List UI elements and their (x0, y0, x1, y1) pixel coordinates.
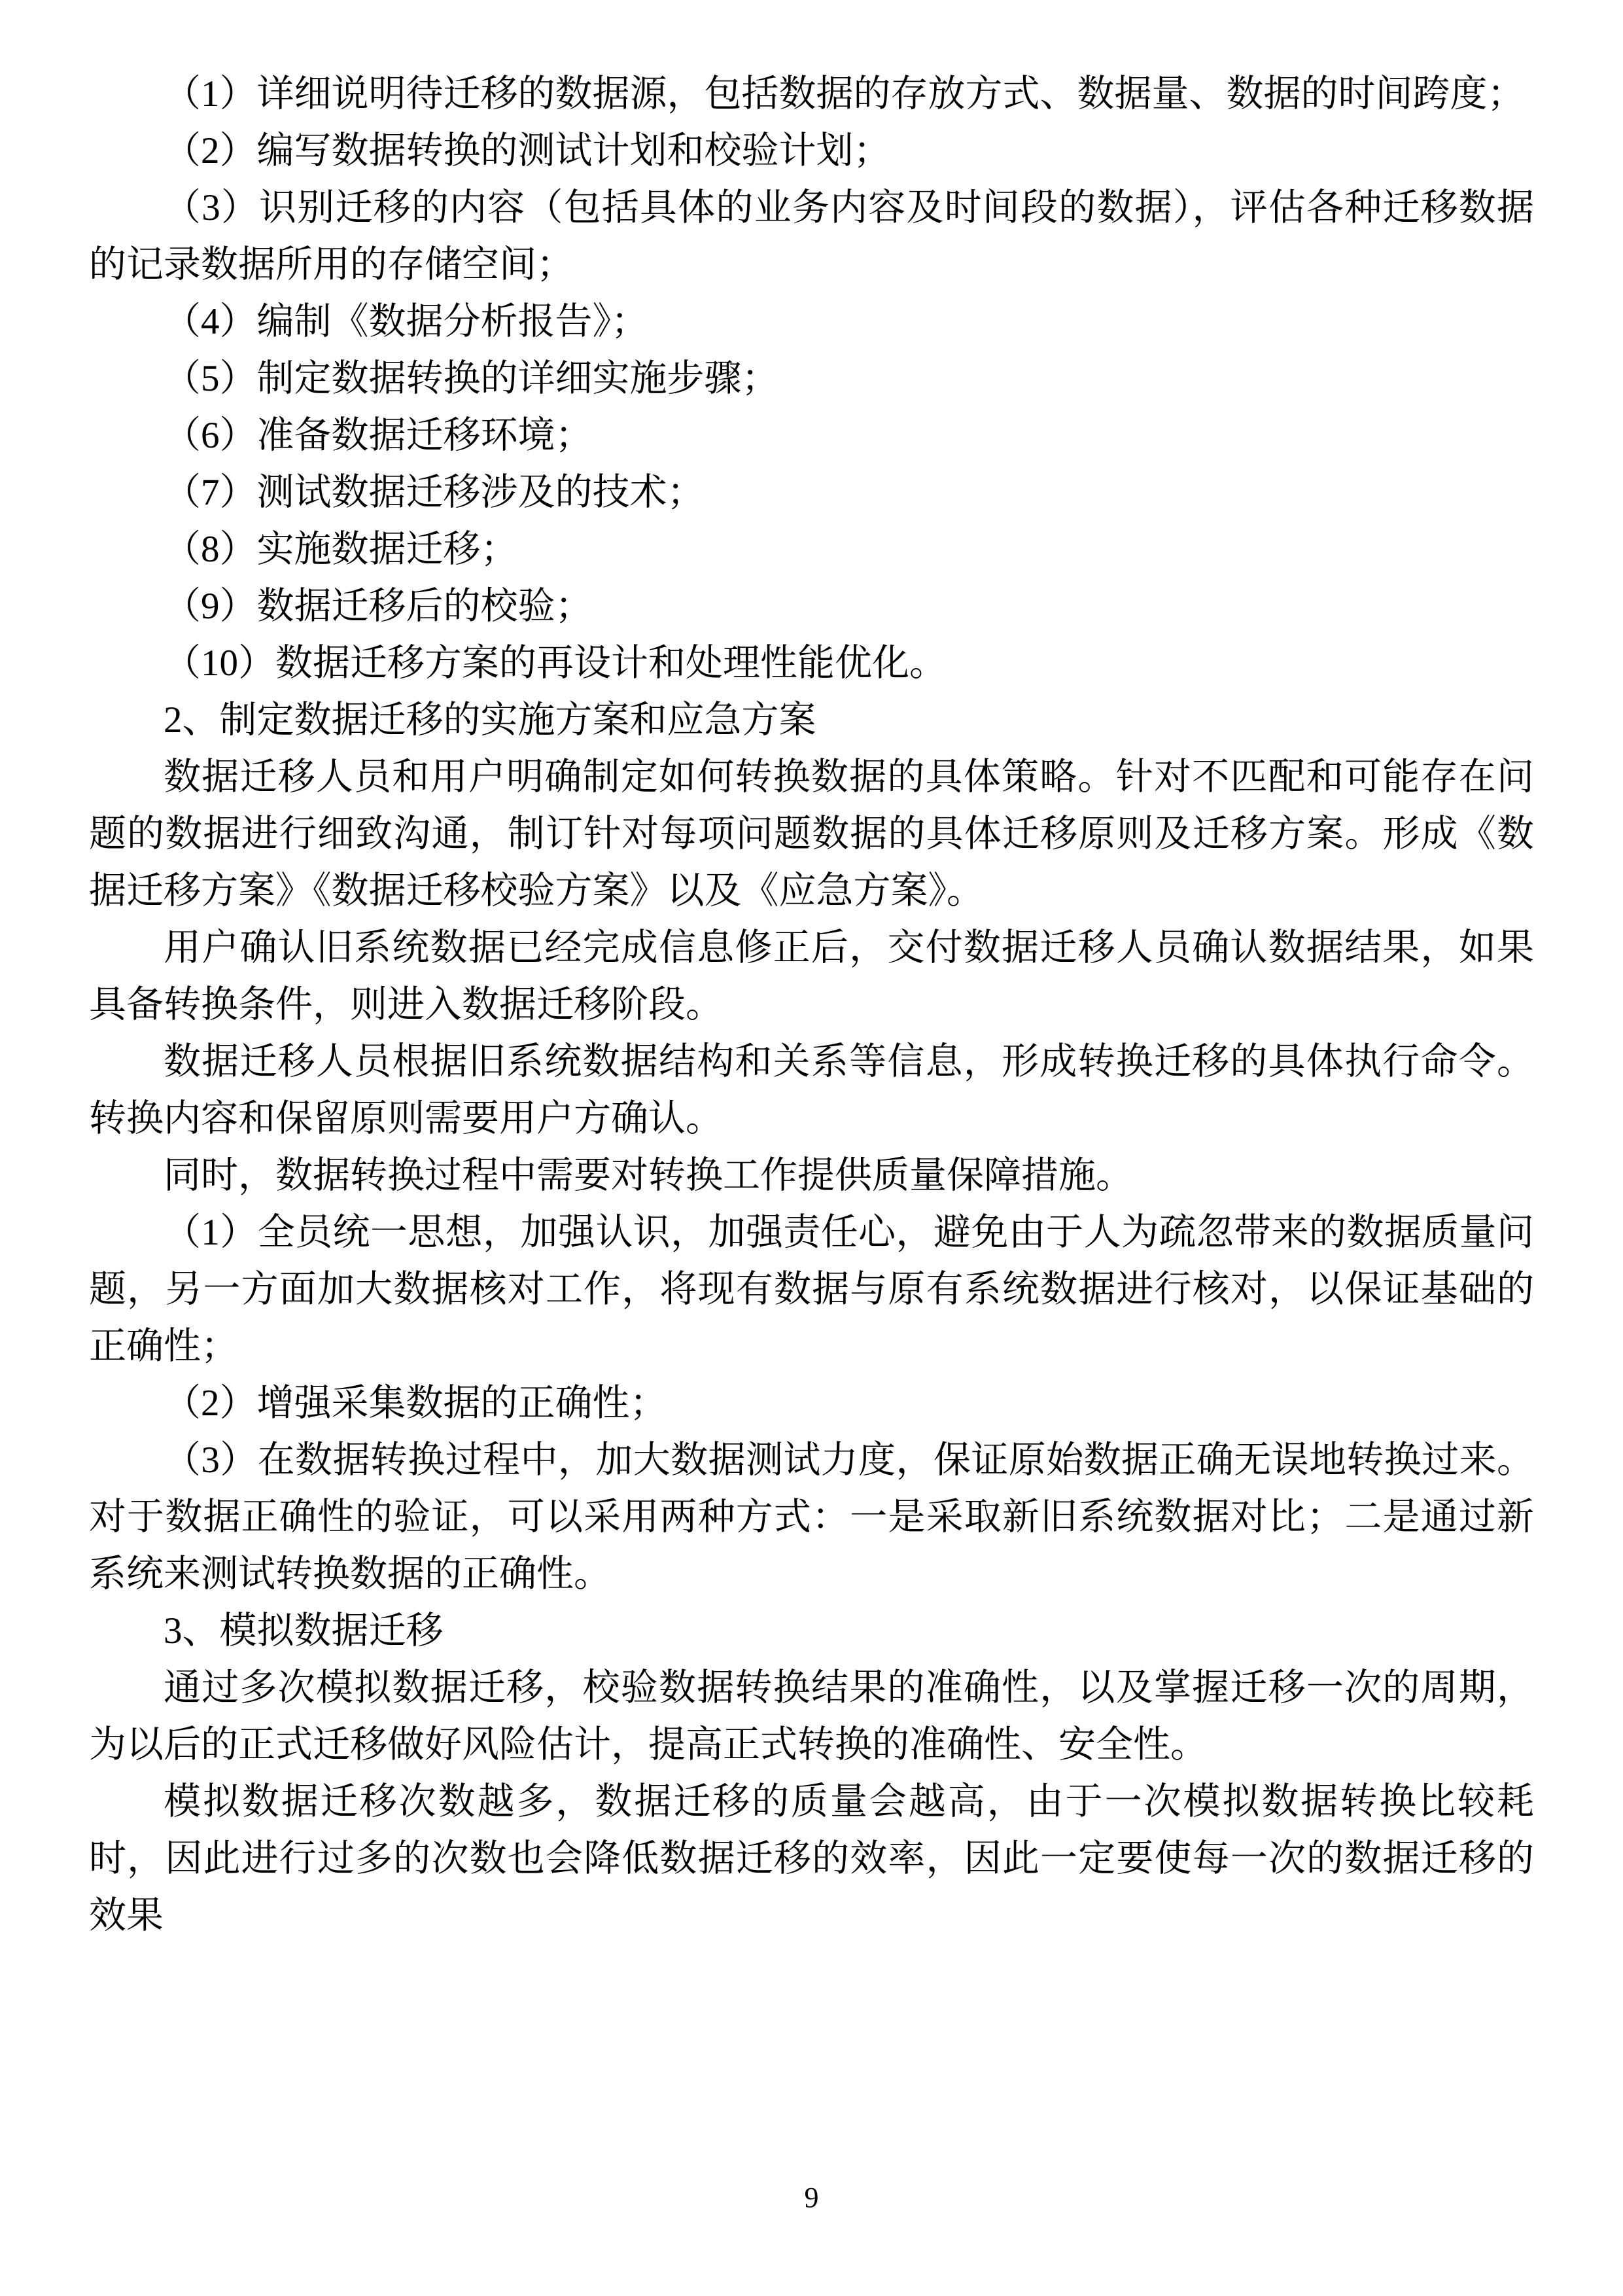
paragraph: 2、制定数据迁移的实施方案和应急方案 (164, 699, 816, 741)
page-footer (0, 2183, 1623, 2212)
paragraph: （9）数据迁移后的校验； (164, 586, 593, 627)
paragraph: 用户确认旧系统数据已经完成信息修正后，交付数据迁移人员确认数据结果，如果具备转换条件，则进入数据迁移阶段。 (89, 927, 1534, 1025)
paragraph: （2）增强采集数据的正确性； (164, 1383, 667, 1424)
paragraph: （1）详细说明待迁移的数据源，包括数据的存放方式、数据量、数据的时间跨度； (164, 73, 1525, 115)
paragraph: （4）编制《数据分析报告》； (164, 301, 648, 342)
page-number: 9 (804, 2181, 819, 2214)
paragraph: 3、模拟数据迁移 (164, 1610, 444, 1651)
paragraph: （6）准备数据迁移环境； (164, 415, 593, 456)
paragraph: （10）数据迁移方案的再设计和处理性能优化。 (164, 643, 947, 684)
paragraph: （7）测试数据迁移涉及的技术； (164, 472, 705, 513)
paragraph: （1）全员统一思想，加强认识，加强责任心，避免由于人为疏忽带来的数据质量问题，另一方面加大数据核对工作，将现有数据与原有系统数据进行核对，以保证基础的正确性； (89, 1212, 1534, 1367)
paragraph: （8）实施数据迁移； (164, 529, 518, 570)
paragraph: 模拟数据迁移次数越多，数据迁移的质量会越高，由于一次模拟数据转换比较耗时，因此进行过多的次数也会降低数据迁移的效率，因此一定要使每一次的数据迁移的效果 (89, 1781, 1534, 1936)
paragraph: （3）在数据转换过程中，加大数据测试力度，保证原始数据正确无误地转换过来。对于数据正确性的验证，可以采用两种方式：一是采取新旧系统数据对比；二是通过新系统来测试转换数据的正确性。 (89, 1439, 1534, 1595)
paragraph: （3）识别迁移的内容（包括具体的业务内容及时间段的数据），评估各种迁移数据的记录数据所用的存储空间； (89, 187, 1534, 285)
paragraph: 数据迁移人员和用户明确制定如何转换数据的具体策略。针对不匹配和可能存在问题的数据进行细致沟通，制订针对每项问题数据的具体迁移原则及迁移方案。形成《数据迁移方案》《数据迁移校验方案》以及《应急方案》。 (89, 756, 1534, 911)
paragraph: （5）制定数据转换的详细实施步骤； (164, 358, 779, 399)
paragraph: 通过多次模拟数据迁移，校验数据转换结果的准确性，以及掌握迁移一次的周期，为以后的正式迁移做好风险估计，提高正式转换的准确性、安全性。 (89, 1667, 1534, 1765)
paragraph: 同时，数据转换过程中需要对转换工作提供质量保障措施。 (164, 1155, 1133, 1196)
paragraph: （2）编写数据转换的测试计划和校验计划； (164, 130, 891, 171)
paragraph: 数据迁移人员根据旧系统数据结构和关系等信息，形成转换迁移的具体执行命令。转换内容和保留原则需要用户方确认。 (89, 1041, 1534, 1139)
document-body (89, 65, 1534, 1944)
